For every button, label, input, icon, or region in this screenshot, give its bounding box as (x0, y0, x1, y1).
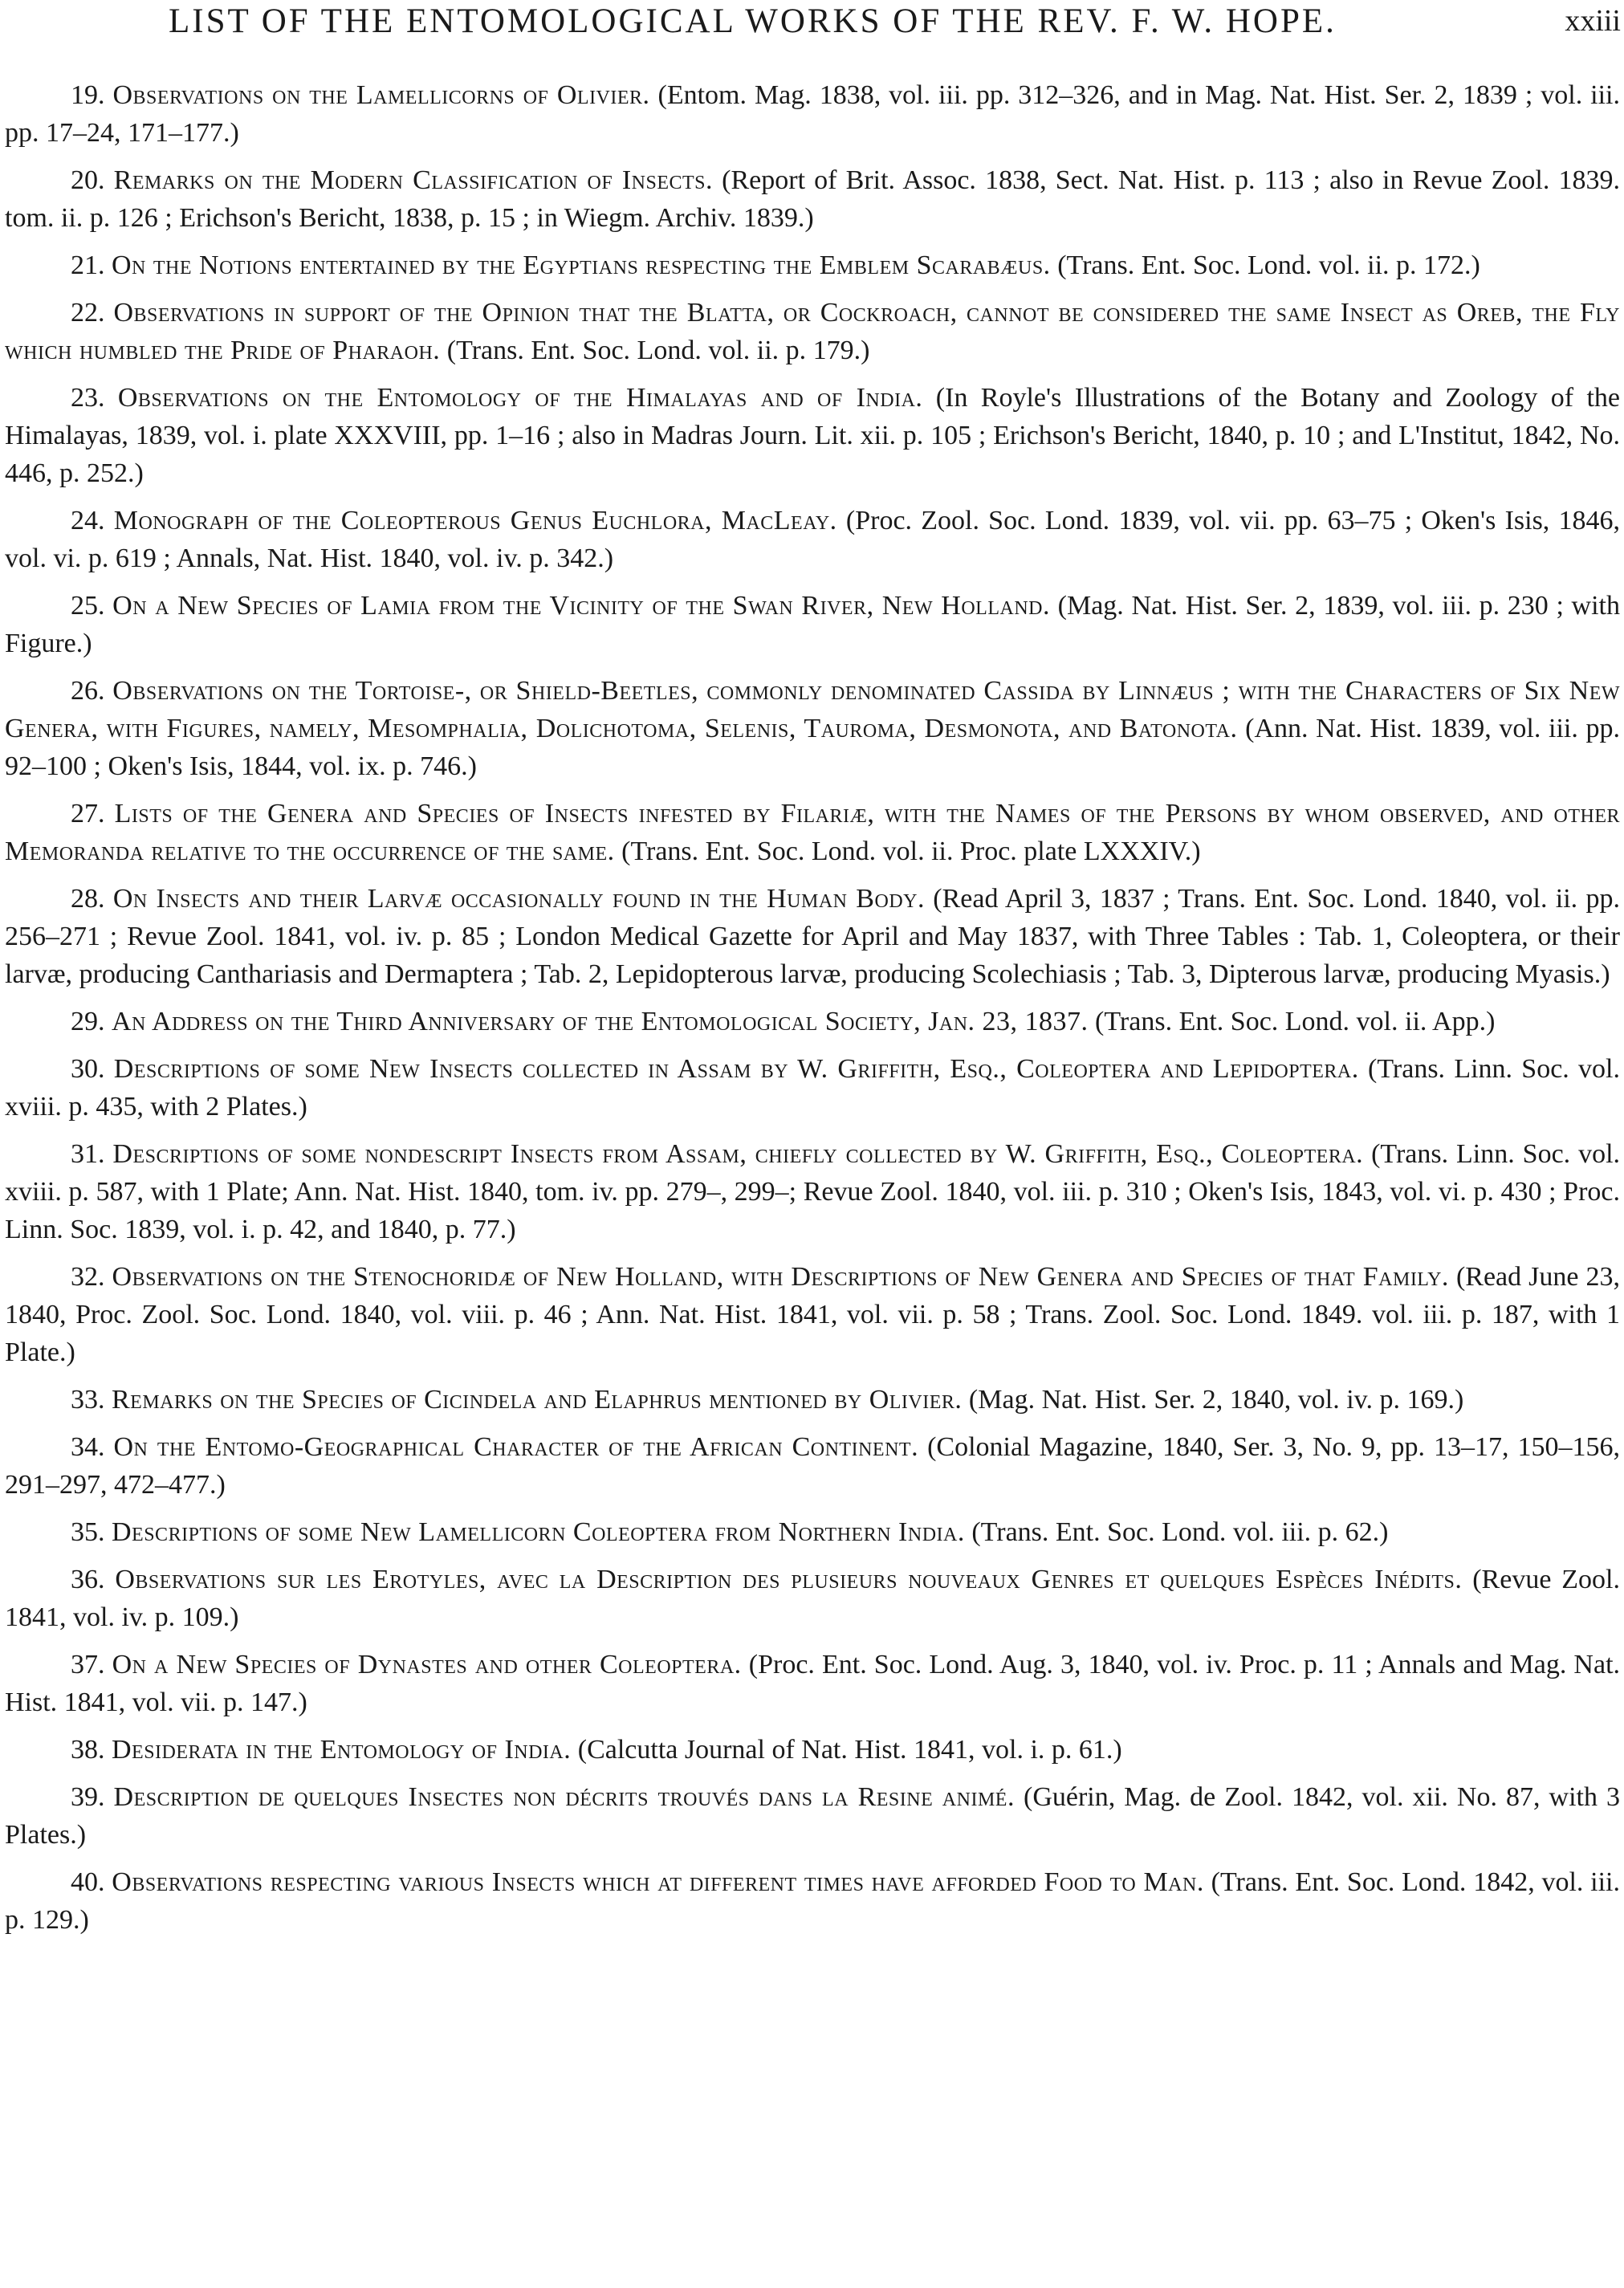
entry-number: 39. (71, 1782, 105, 1812)
entry-number: 40. (71, 1867, 105, 1897)
entry-title: Descriptions of some nondescript Insects from Assam, chiefly collected by W. Griffith, Esq., Coleoptera. (112, 1139, 1364, 1169)
entry-title: Observations sur les Erotyles, avec la Description des plusieurs nouveaux Genres et quelques Espèces Inédits. (115, 1565, 1463, 1594)
entry-number: 20. (71, 165, 105, 195)
entry-number: 25. (71, 591, 105, 621)
entry-citation: (Calcutta Journal of Nat. Hist. 1841, vol. i. p. 61.) (577, 1735, 1122, 1765)
list-item (5, 379, 1620, 492)
entry-number: 34. (71, 1432, 105, 1462)
entry-title: On Insects and their Larvæ occasionally found in the Human Body. (112, 884, 925, 914)
entry-title: Description de quelques Insectes non décrits trouvés dans la Resine animé. (113, 1782, 1015, 1812)
entry-citation: (Mag. Nat. Hist. Ser. 2, 1839, vol. iii. p. 230 ; with Figure.) (5, 591, 1620, 658)
entry-citation: (Trans. Ent. Soc. Lond. vol. ii. p. 179.) (446, 336, 870, 365)
entry-title: Descriptions of some New Lamellicorn Coleoptera from Northern India. (112, 1517, 965, 1547)
list-item (5, 1050, 1620, 1126)
entry-number: 35. (71, 1517, 105, 1547)
list-item (5, 1135, 1620, 1248)
entry-title: Lists of the Genera and Species of Insects infested by Filariæ, with the Names of the Persons by whom observed, and other Memoranda relative to the occurrence of the same. (5, 799, 1620, 866)
entry-number: 21. (71, 250, 105, 280)
entry-citation: (Report of Brit. Assoc. 1838, Sect. Nat. Hist. p. 113 ; also in Revue Zool. 1839. tom. ii. p. 126 ; Erichson's Bericht, 1838, p. 15 ; in Wiegm. Archiv. 1839.) (5, 165, 1620, 233)
list-item (5, 1863, 1620, 1939)
entry-number: 22. (71, 298, 105, 328)
list-item (5, 1258, 1620, 1371)
list-item (5, 795, 1620, 870)
entry-title: Observations respecting various Insects which at different times have afforded Food to Man. (112, 1867, 1204, 1897)
entry-title: Observations on the Lamellicorns of Olivier. (112, 80, 650, 110)
list-item (5, 672, 1620, 785)
entry-title: Observations on the Entomology of the Himalayas and of India. (117, 383, 923, 413)
list-item (5, 161, 1620, 237)
list-item (5, 294, 1620, 369)
list-item (5, 1428, 1620, 1504)
list-item (5, 1003, 1620, 1040)
entry-title: On the Entomo-Geographical Character of the African Continent. (113, 1432, 919, 1462)
list-item (5, 1381, 1620, 1419)
entry-citation: (Guérin, Mag. de Zool. 1842, vol. xii. No. 87, with 3 Plates.) (5, 1782, 1621, 1850)
bibliography-list (5, 76, 1620, 1948)
list-item (5, 76, 1620, 152)
entry-title: On a New Species of Dynastes and other Coleoptera. (112, 1650, 742, 1679)
running-title: LIST OF THE ENTOMOLOGICAL WORKS OF THE REV. F. W. HOPE. (169, 2, 1337, 40)
entry-citation: (Revue Zool. 1841, vol. iv. p. 109.) (5, 1565, 1620, 1632)
list-item (5, 1731, 1620, 1769)
entry-title: Descriptions of some New Insects collected in Assam by W. Griffith, Esq., Coleoptera and Lepidoptera. (113, 1054, 1359, 1084)
entry-title: Monograph of the Coleopterous Genus Euchlora, MacLeay. (113, 506, 837, 535)
entry-title: An Address on the Third Anniversary of the Entomological Society, Jan. 23, 1837. (112, 1007, 1089, 1036)
list-item (5, 246, 1620, 284)
entry-citation: (Mag. Nat. Hist. Ser. 2, 1840, vol. iv. p. 169.) (968, 1385, 1464, 1415)
entry-title: Remarks on the Modern Classification of Insects. (113, 165, 714, 195)
entry-citation: (Trans. Linn. Soc. vol. xviii. p. 435, with 2 Plates.) (5, 1054, 1621, 1122)
entry-number: 28. (71, 884, 105, 914)
entry-number: 30. (71, 1054, 105, 1084)
entry-citation: (Trans. Linn. Soc. vol. xviii. p. 587, with 1 Plate; Ann. Nat. Hist. 1840, tom. iv. pp. 279–, 299–; Revue Zool. 1840, vol. iii. p. 310 ; Oken's Isis, 1843, vol. vi. p. 430 ; Proc. Linn. Soc. 1839, vol. i. p. 42, and 1840, p. 77.) (5, 1139, 1621, 1244)
list-item (5, 502, 1620, 577)
entry-citation: (Proc. Zool. Soc. Lond. 1839, vol. vii. pp. 63–75 ; Oken's Isis, 1846, vol. vi. p. 619 ; Annals, Nat. Hist. 1840, vol. iv. p. 342.) (5, 506, 1621, 573)
list-item (5, 1561, 1620, 1636)
entry-number: 19. (71, 80, 105, 110)
list-item (5, 1513, 1620, 1551)
entry-number: 31. (71, 1139, 105, 1169)
page-number: xxiii (1565, 4, 1621, 38)
entry-number: 24. (71, 506, 105, 535)
entry-title: Observations in support of the Opinion that the Blatta, or Cockroach, cannot be considered the same Insect as Oreb, the Fly which humbled the Pride of Pharaoh. (5, 298, 1620, 365)
entry-citation: (Proc. Ent. Soc. Lond. Aug. 3, 1840, vol. iv. Proc. p. 11 ; Annals and Mag. Nat. Hist. 1841, vol. vii. p. 147.) (5, 1650, 1621, 1717)
entry-number: 23. (71, 383, 105, 413)
entry-citation: (In Royle's Illustrations of the Botany and Zoology of the Himalayas, 1839, vol. i. plate XXXVIII, pp. 1–16 ; also in Madras Journ. Lit. xii. p. 105 ; Erichson's Bericht, 1840, p. 10 ; and L'Institut, 1842, No. 446, p. 252.) (5, 383, 1621, 488)
entry-number: 36. (71, 1565, 105, 1594)
entry-citation: (Read June 23, 1840, Proc. Zool. Soc. Lond. 1840, vol. viii. p. 46 ; Ann. Nat. Hist. 1841, vol. vii. p. 58 ; Trans. Zool. Soc. Lond. 1849. vol. iii. p. 187, with 1 Plate.) (5, 1262, 1620, 1367)
entry-citation: (Ann. Nat. Hist. 1839, vol. iii. pp. 92–100 ; Oken's Isis, 1844, vol. ix. p. 746.) (5, 714, 1621, 781)
entry-number: 29. (71, 1007, 105, 1036)
entry-citation: (Trans. Ent. Soc. Lond. vol. iii. p. 62.) (971, 1517, 1389, 1547)
entry-citation: (Trans. Ent. Soc. Lond. 1842, vol. iii. p. 129.) (5, 1867, 1621, 1935)
entry-number: 33. (71, 1385, 105, 1415)
page-header (0, 0, 1624, 42)
entry-citation: (Trans. Ent. Soc. Lond. vol. ii. App.) (1095, 1007, 1496, 1036)
entry-citation: (Read April 3, 1837 ; Trans. Ent. Soc. Lond. 1840, vol. ii. pp. 256–271 ; Revue Zool. 1841, vol. iv. p. 85 ; London Medical Gazette for April and May 1837, with Three Tables : Tab. 1, Coleoptera, or their larvæ, producing Canthariasis and Dermaptera ; Tab. 2, Lepidopterous larvæ, producing Scolechiasis ; Tab. 3, Dipterous larvæ, producing Myasis.) (5, 884, 1620, 989)
entry-title: On the Notions entertained by the Egyptians respecting the Emblem Scarabæus. (112, 250, 1051, 280)
list-item (5, 1778, 1620, 1854)
entry-title: Observations on the Tortoise-, or Shield-Beetles, commonly denominated Cassida by Linnæus ; with the Characters of Six New Genera, with Figures, namely, Mesomphalia, Dolichotoma, Selenis, Tauroma, Desmonota, and Batonota. (5, 676, 1621, 743)
entry-citation: (Trans. Ent. Soc. Lond. vol. ii. p. 172.) (1057, 250, 1480, 280)
entry-title: Desiderata in the Entomology of India. (112, 1735, 572, 1765)
entry-number: 32. (71, 1262, 105, 1292)
entry-number: 38. (71, 1735, 105, 1765)
entry-citation: (Entom. Mag. 1838, vol. iii. pp. 312–326, and in Mag. Nat. Hist. Ser. 2, 1839 ; vol. iii. pp. 17–24, 171–177.) (5, 80, 1621, 148)
entry-title: On a New Species of Lamia from the Vicinity of the Swan River, New Holland. (112, 591, 1050, 621)
entry-number: 37. (71, 1650, 105, 1679)
entry-number: 27. (71, 799, 105, 828)
entry-number: 26. (71, 676, 105, 706)
entry-title: Observations on the Stenochoridæ of New Holland, with Descriptions of New Genera and Species of that Family. (112, 1262, 1449, 1292)
entry-citation: (Colonial Magazine, 1840, Ser. 3, No. 9, pp. 13–17, 150–156, 291–297, 472–477.) (5, 1432, 1621, 1500)
list-item (5, 1646, 1620, 1721)
entry-citation: (Trans. Ent. Soc. Lond. vol. ii. Proc. plate LXXXIV.) (621, 837, 1201, 866)
list-item (5, 587, 1620, 662)
list-item (5, 880, 1620, 993)
entry-title: Remarks on the Species of Cicindela and Elaphrus mentioned by Olivier. (112, 1385, 963, 1415)
